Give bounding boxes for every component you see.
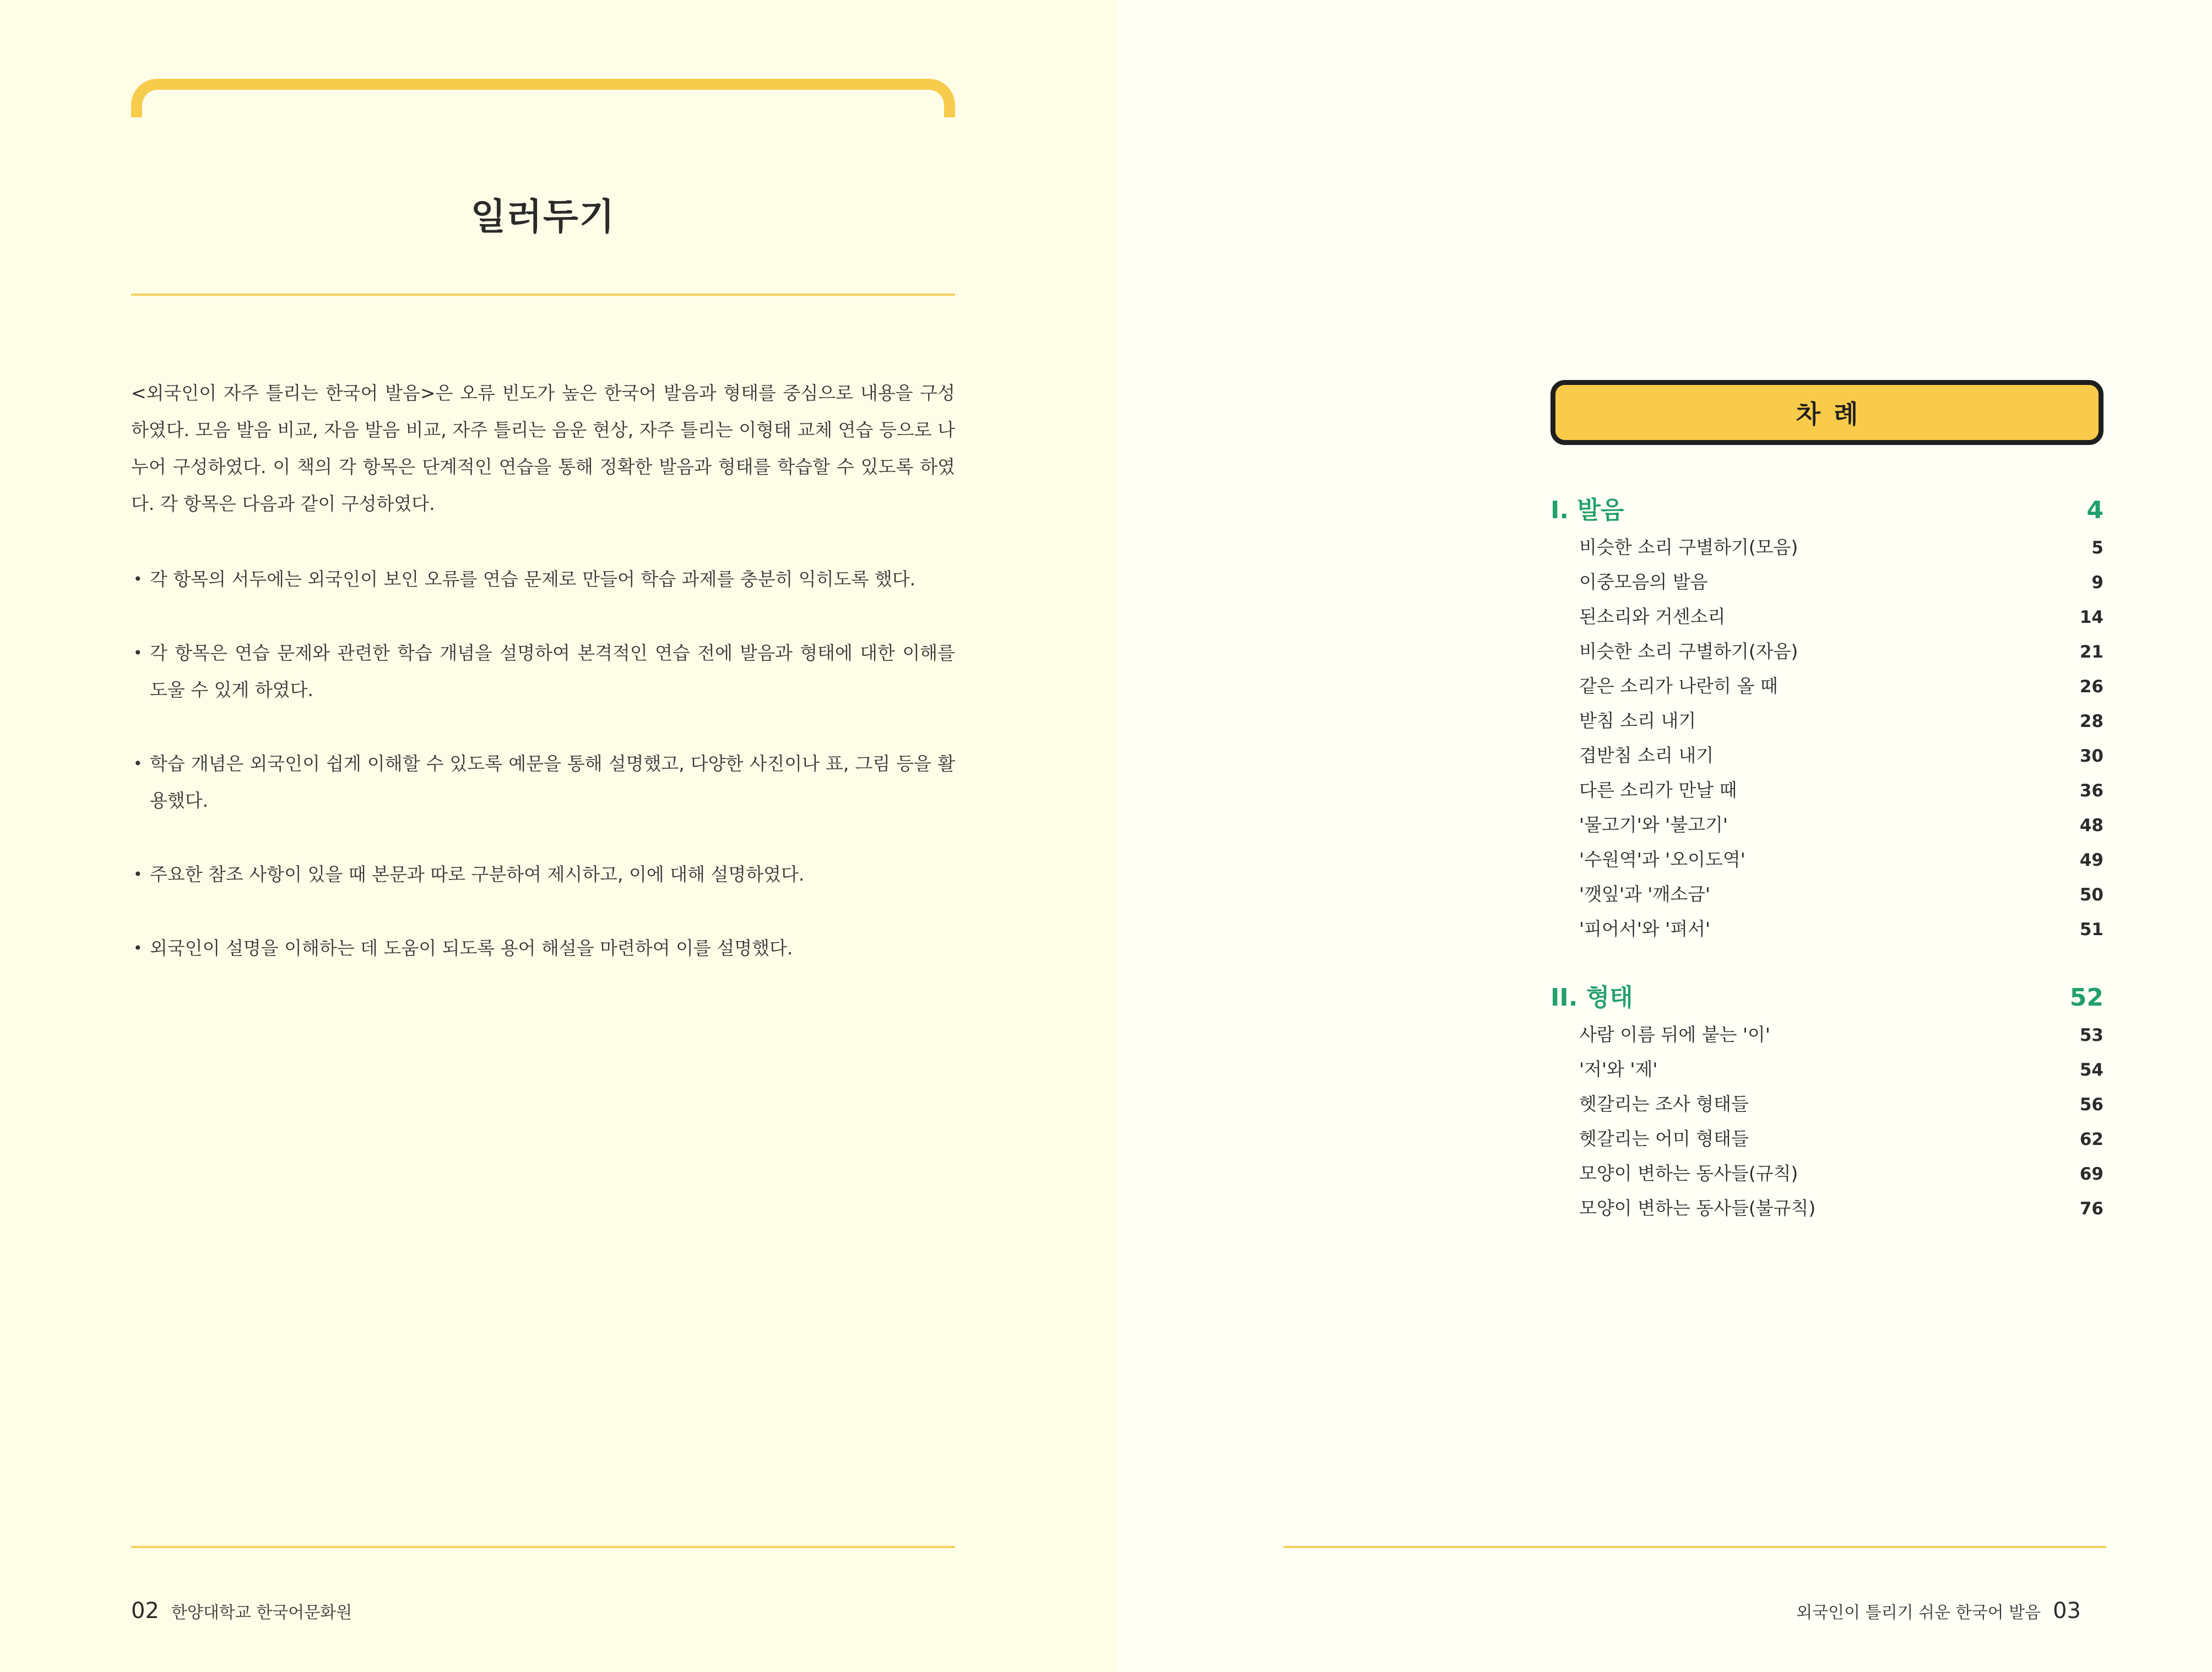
toc-item[interactable] xyxy=(1550,634,2103,669)
toc-item[interactable] xyxy=(1550,911,2103,946)
page-number-right: 03 xyxy=(2053,1598,2081,1624)
toc-item-page: 76 xyxy=(2079,1199,2103,1219)
toc-item[interactable] xyxy=(1550,669,2103,703)
toc-item-page: 26 xyxy=(2079,677,2103,697)
toc-item-label: 받침 소리 내기 xyxy=(1579,710,1696,731)
toc-item[interactable] xyxy=(1550,1121,2103,1156)
toc-item[interactable] xyxy=(1550,738,2103,773)
toc-item-label: '깻잎'과 '깨소금' xyxy=(1579,883,1711,905)
toc-item-label: 헷갈리는 조사 형태들 xyxy=(1579,1093,1749,1115)
toc-item[interactable] xyxy=(1550,807,2103,842)
toc-item-page: 49 xyxy=(2079,850,2103,870)
toc-item[interactable] xyxy=(1550,773,2103,807)
toc-item-label: 헷갈리는 어미 형태들 xyxy=(1579,1128,1749,1149)
toc-item-page: 21 xyxy=(2079,642,2103,662)
toc-item-page: 5 xyxy=(2091,538,2103,558)
title-tab-decoration xyxy=(131,79,955,117)
toc-item-page: 62 xyxy=(2079,1130,2103,1149)
section-page: 4 xyxy=(2086,496,2103,524)
toc-item-label: 같은 소리가 나란히 올 때 xyxy=(1579,675,1778,697)
bullet-item: • 주요한 참조 사항이 있을 때 본문과 따로 구분하여 제시하고, 이에 대해 설명하였다. xyxy=(131,856,955,893)
toc-section-pronunciation xyxy=(1550,491,2103,946)
toc-item-label: '수원역'과 '오이도역' xyxy=(1579,849,1745,870)
toc-item-page: 51 xyxy=(2079,920,2103,940)
toc-section-form xyxy=(1550,979,2103,1225)
intro-paragraph: <외국인이 자주 틀리는 한국어 발음>은 오류 빈도가 높은 한국어 발음과 형태를 중심으로 내용을 구성하였다. 모음 발음 비교, 자음 발음 비교, 자주 틀리는 음운 현상, 자주 틀리는 이형태 교체 연습 등으로 나누어 구성하였다. 이 책의 각 항목은 단계적인 연습을 통해 정확한 발음과 형태를 학습할 수 있도록 하였다. 각 항목은 다음과 같이 구성하였다. xyxy=(131,382,955,514)
toc-title-box xyxy=(1550,380,2103,445)
bullet-item: • 각 항목은 연습 문제와 관련한 학습 개념을 설명하여 본격적인 연습 전에 발음과 형태에 대한 이해를 도울 수 있게 하였다. xyxy=(131,634,955,708)
toc-item-label: 모양이 변하는 동사들(불규칙) xyxy=(1579,1197,1816,1219)
toc-item[interactable] xyxy=(1550,530,2103,564)
toc-item-page: 53 xyxy=(2079,1025,2103,1045)
bullet-item: • 학습 개념은 외국인이 쉽게 이해할 수 있도록 예문을 통해 설명했고, 다양한 사진이나 표, 그림 등을 활용했다. xyxy=(131,745,955,819)
toc-section-header[interactable] xyxy=(1550,979,2103,1017)
book-title: 외국인이 틀리기 쉬운 한국어 발음 xyxy=(1796,1603,2041,1622)
bullet-item: • 각 항목의 서두에는 외국인이 보인 오류를 연습 문제로 만들어 학습 과제를 충분히 익히도록 했다. xyxy=(131,561,955,598)
section-title: I. 발음 xyxy=(1550,496,1624,524)
toc-item[interactable] xyxy=(1550,564,2103,599)
toc-item-label: 비슷한 소리 구별하기(자음) xyxy=(1579,640,1798,662)
toc-item-page: 30 xyxy=(2079,746,2103,766)
toc-item[interactable] xyxy=(1550,842,2103,877)
toc-item[interactable] xyxy=(1550,1087,2103,1121)
toc-title: 차례 xyxy=(1796,399,1872,429)
toc-item-label: 겹받침 소리 내기 xyxy=(1579,745,1714,766)
toc-item[interactable] xyxy=(1550,599,2103,634)
toc-item-page: 28 xyxy=(2079,712,2103,731)
footer-divider-right xyxy=(1283,1546,2106,1548)
toc-item-label: '물고기'와 '불고기' xyxy=(1579,814,1728,835)
toc-item-label: 다른 소리가 만날 때 xyxy=(1579,779,1737,801)
toc-item-label: 이중모음의 발음 xyxy=(1579,571,1708,593)
toc-item[interactable] xyxy=(1550,1191,2103,1225)
toc-section-header[interactable] xyxy=(1550,491,2103,530)
page-title: 일러두기 xyxy=(470,196,616,238)
footer-divider-left xyxy=(131,1546,955,1548)
bullet-list xyxy=(131,561,955,1003)
toc-item-label: 사람 이름 뒤에 붙는 '이' xyxy=(1579,1024,1771,1045)
footer-right xyxy=(1796,1598,2081,1624)
toc-item-label: 모양이 변하는 동사들(규칙) xyxy=(1579,1163,1798,1184)
toc-item-page: 69 xyxy=(2079,1164,2103,1184)
title-divider xyxy=(131,294,955,296)
toc-item-label: 된소리와 거센소리 xyxy=(1579,606,1726,627)
toc-item-label: '저'와 '제' xyxy=(1579,1058,1658,1080)
section-page: 52 xyxy=(2069,984,2103,1012)
toc-item[interactable] xyxy=(1550,1017,2103,1052)
bullet-item: • 외국인이 설명을 이해하는 데 도움이 되도록 용어 해설을 마련하여 이를 설명했다. xyxy=(131,930,955,967)
toc-item-page: 50 xyxy=(2079,885,2103,905)
toc-item-page: 14 xyxy=(2079,607,2103,627)
toc-item-page: 36 xyxy=(2079,781,2103,801)
toc-item[interactable] xyxy=(1550,703,2103,738)
footer-left xyxy=(131,1598,352,1624)
toc-item[interactable] xyxy=(1550,1052,2103,1087)
toc-item-page: 48 xyxy=(2079,816,2103,835)
toc-item-page: 9 xyxy=(2091,573,2103,593)
toc-item-page: 56 xyxy=(2079,1095,2103,1115)
toc-item-label: '피어서'와 '펴서' xyxy=(1579,918,1711,940)
toc-item-page: 54 xyxy=(2079,1060,2103,1080)
toc-item[interactable] xyxy=(1550,1156,2103,1191)
page-number-left: 02 xyxy=(131,1598,159,1624)
section-title: II. 형태 xyxy=(1550,984,1633,1012)
toc-item-label: 비슷한 소리 구별하기(모음) xyxy=(1579,536,1798,558)
publisher-name: 한양대학교 한국어문화원 xyxy=(171,1603,353,1622)
toc-item[interactable] xyxy=(1550,877,2103,911)
